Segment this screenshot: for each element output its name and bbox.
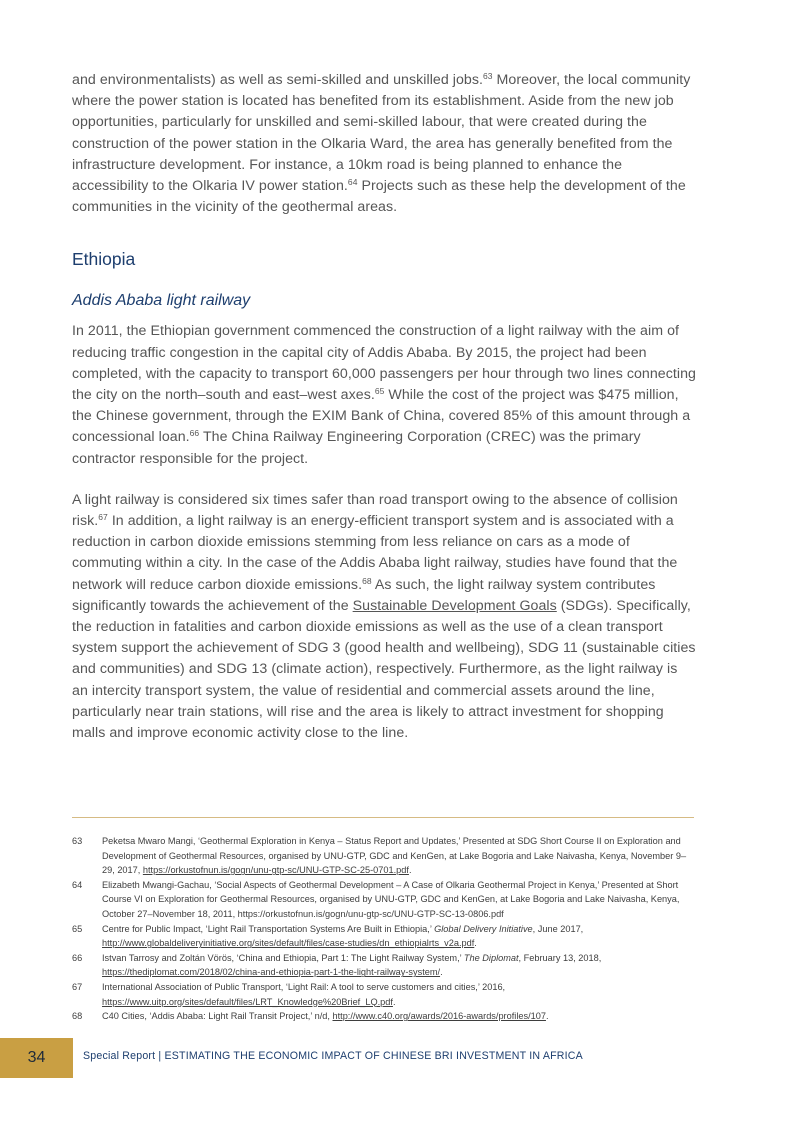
paragraph-railway-construction: In 2011, the Ethiopian government commenced the construction of a light railway with the aim of reducing traffic congestion in the capital city of Addis Ababa. By 2015, the project had been completed, with the capacity to transport 60,000 passengers per hour through two lines connecting the city on the north–south and east–west axes.$^{65}$ While the cost of the project was $475 million, the Chinese government, through the EXIM Bank of China, covered 85% of this amount through a concessional loan.$^{66}$ The China Railway Engineering Corporation (CREC) was the primary contractor responsible for the project. [72,323,696,467]
footnote-number: 63 [72,836,83,846]
footnote-ref-68[interactable]: 68 [362,575,372,586]
main-content [72,70,696,764]
page-footer [0,1038,793,1078]
footer-report-title: Special Report | ESTIMATING THE ECONOMIC IMPACT OF CHINESE BRI INVESTMENT IN AFRICA [83,1050,583,1062]
footnote-65: 65 Centre for Public Impact, ‘Light Rail Transportation Systems Are Built in Ethiopia,’ Global Delivery Initiative, June 2017, http://www.globaldeliveryinitiative.org/sites/default/files/case-studies/dn_ethiopialrts_v2a.pdf. [72,922,696,951]
footnote-number: 66 [72,952,83,963]
footnote-ref-66[interactable]: 66 [189,428,200,439]
paragraph-kenya-community: and environmentalists) as well as semi-skilled and unskilled jobs.$^{63}$ Moreover, the local community where the power station is located has benefited from its establishment. Aside from the new job opportunities, particularly for unskilled and semi-skilled labour, that were created during the construction of the power station in the Olkaria Ward, the area has generally benefited from the infrastructure development. For instance, a 10km road is being planned to enhance the accessibility to the Olkaria IV power station.$^{64}$ Projects such as these help the development of the communities in the vicinity of the geothermal areas. [72,71,691,216]
footnote-divider [72,817,694,818]
footnote-link[interactable]: http://www.c40.org/awards/2016-awards/profiles/107 [332,1011,546,1022]
footnote-68: 68 C40 Cities, ‘Addis Ababa: Light Rail Transit Project,’ n/d, http://www.c40.org/awards/2016-awards/profiles/107. [72,1009,696,1024]
footnote-67: 67 International Association of Public Transport, ‘Light Rail: A tool to serve customers and cities,’ 2016, https://www.uitp.org/sites/default/files/LRT_Knowledge%20Brief_LQ.pdf. [72,980,696,1009]
subheading-addis-ababa-light-railway: Addis Ababa light railway [72,292,251,310]
footnote-link[interactable]: https://www.uitp.org/sites/default/files/LRT_Knowledge%20Brief_LQ.pdf [102,996,393,1007]
footnote-63: 63 Peketsa Mwaro Mangi, ‘Geothermal Exploration in Kenya – Status Report and Updates,’ Presented at SDG Short Course II on Exploration and Development of Geothermal Resources, organised by UNU-GTP, GDC and KenGen, at Lake Bogoria and Lake Naivasha, Kenya, November 9–29, 2017, https://orkustofnun.is/gogn/unu-gtp-sc/UNU-GTP-SC-25-0701.pdf. [72,834,696,878]
footnote-ref-65[interactable]: 65 [374,386,385,397]
footnote-link[interactable]: https://thediplomat.com/2018/02/china-and-ethiopia-part-1-the-light-railway-system/ [102,967,441,978]
footnote-link[interactable]: http://www.globaldeliveryinitiative.org/sites/default/files/case-studies/dn_ethiopialrts_v2a.pdf [102,938,475,949]
footnote-number: 67 [72,981,83,992]
sdg-link[interactable]: Sustainable Development Goals [352,597,557,614]
footnote-number: 65 [72,923,83,934]
footnote-64: 64 Elizabeth Mwangi-Gachau, ‘Social Aspects of Geothermal Development – A Case of Olkaria Geothermal Project in Kenya,’ Presented at Short Course VI on Exploration for Geothermal Resources, organised by UNU-GTP, GDC and KenGen, at Lake Bogoria and Lake Naivasha, Kenya, October 27–November 18, 2011, https://orkustofnun.is/gogn/unu-gtp-sc/UNU-GTP-SC-13-0806.pdf [72,878,696,922]
footnote-link[interactable]: https://orkustofnun.is/gogn/unu-gtp-sc/UNU-GTP-SC-25-0701.pdf [142,865,409,876]
footnote-66: 66 Istvan Tarrosy and Zoltán Vörös, ‘China and Ethiopia, Part 1: The Light Railway System,’ The Diplomat, February 13, 2018, https://thediplomat.com/2018/02/china-and-ethiopia-part-1-the-light-railway-system/. [72,951,696,980]
footnote-ref-67[interactable]: 67 [98,512,108,523]
page-number: 34 [0,1038,73,1078]
footnotes [72,834,696,1024]
paragraph-railway-benefits: A light railway is considered six times safer than road transport owing to the absence of collision risk.$^{67}$ In addition, a light railway is an energy-efficient transport system and is associated with a reduction in carbon dioxide emissions stemming from less reliance on cars as a mode of commuting within a city. In the case of the Addis Ababa light railway, studies have found that the network will reduce carbon dioxide emissions.$^{68}$ As such, the light railway system contributes significantly towards the achievement of the Sustainable Development Goals (SDGs). Specifically, the reduction in fatalities and carbon dioxide emissions as well as the use of a clean transport system support the achievement of SDG 3 (good health and wellbeing), SDG 11 (sustainable cities and communities) and SDG 13 (climate action), respectively. Furthermore, as the light railway is an intercity transport system, the value of residential and commercial assets around the line, particularly near train stations, will rise and the area is likely to attract investment for shopping malls and improve economic activity close to the line. [72,491,696,742]
footnote-ref-63[interactable]: 63 [482,71,493,81]
footnote-number: 64 [72,879,83,890]
footnote-ref-64[interactable]: 64 [347,177,358,188]
section-heading-ethiopia: Ethiopia [72,249,136,270]
footnote-number: 68 [72,1011,83,1022]
